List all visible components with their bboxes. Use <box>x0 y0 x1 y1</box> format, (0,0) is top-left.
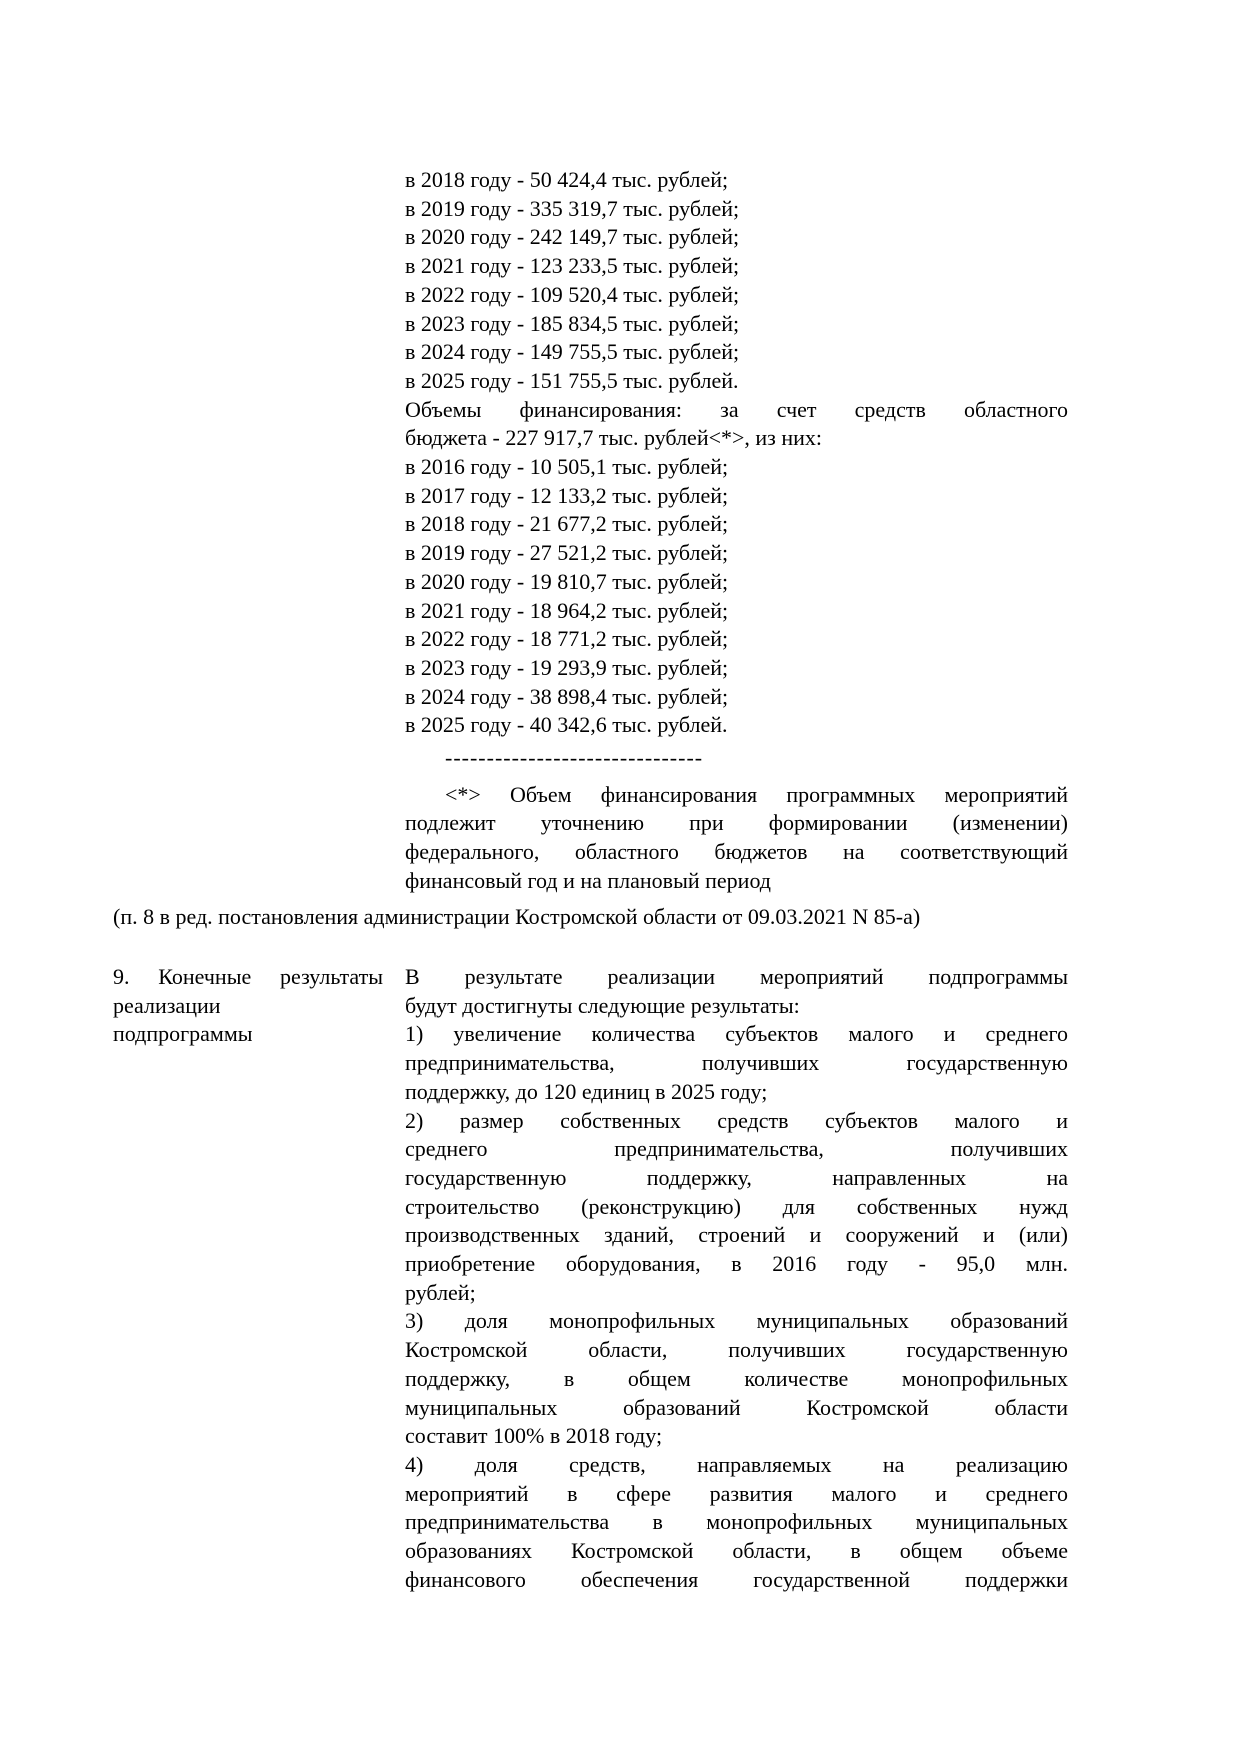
text-line: в 2019 году - 27 521,2 тыс. рублей; <box>405 540 729 566</box>
text-line: в 2025 году - 151 755,5 тыс. рублей. <box>405 367 739 393</box>
text-line: в 2024 году - 38 898,4 тыс. рублей; <box>405 683 729 709</box>
amendment-note: (п. 8 в ред. постановления администрации Костромской области от 09.03.2021 N 85-а) <box>113 904 921 929</box>
text-line: Костромской области, получивших государственную <box>405 1337 1068 1363</box>
text-line: строительство (реконструкцию) для собственных нужд <box>405 1193 1068 1219</box>
text-line: федерального, областного бюджетов на соответствующий <box>405 839 1068 865</box>
text-line: в 2023 году - 19 293,9 тыс. рублей; <box>405 654 729 680</box>
text-line: государственную поддержку, направленных на <box>405 1164 1068 1190</box>
text-line: 2) размер собственных средств субъектов малого и <box>405 1107 1068 1133</box>
section-9-row <box>113 963 1068 1594</box>
text-line: будут достигнуты следующие результаты: <box>405 992 800 1018</box>
section-9-label <box>113 963 383 1049</box>
text-line: в 2025 году - 40 342,6 тыс. рублей. <box>405 712 728 738</box>
text-line: 3) доля монопрофильных муниципальных образований <box>405 1308 1068 1334</box>
text-line: поддержку, в общем количестве монопрофильных <box>405 1365 1068 1391</box>
financing-summary-block <box>405 166 1068 740</box>
text-line: рублей; <box>405 1279 476 1305</box>
text-line: предпринимательства в монопрофильных муниципальных <box>405 1509 1068 1535</box>
text-line: в 2022 году - 18 771,2 тыс. рублей; <box>405 626 729 652</box>
text-line: в 2019 году - 335 319,7 тыс. рублей; <box>405 195 740 221</box>
text-line: 4) доля средств, направляемых на реализацию <box>405 1451 1068 1477</box>
text-line: 1) увеличение количества субъектов малого и среднего <box>405 1021 1068 1047</box>
text-line: Объемы финансирования: за счет средств областного <box>405 396 1068 422</box>
text-line: <*> Объем финансирования программных мероприятий <box>445 781 1068 807</box>
text-line: производственных зданий, строений и сооружений и (или) <box>405 1222 1068 1248</box>
text-line: реализации <box>113 992 221 1018</box>
text-line: поддержку, до 120 единиц в 2025 году; <box>405 1078 768 1104</box>
text-line: финансового обеспечения государственной поддержки <box>405 1566 1068 1592</box>
text-line: 9. Конечные результаты <box>113 964 383 989</box>
section-9-content <box>405 963 1068 1594</box>
text-line: в 2018 году - 21 677,2 тыс. рублей; <box>405 511 729 537</box>
text-line: бюджета - 227 917,7 тыс. рублей<*>, из них: <box>405 425 823 451</box>
text-line: предпринимательства, получивших государственную <box>405 1050 1068 1076</box>
text-line: в 2022 году - 109 520,4 тыс. рублей; <box>405 281 740 307</box>
text-line: подпрограммы <box>113 1021 253 1047</box>
text-line: в 2021 году - 123 233,5 тыс. рублей; <box>405 253 740 279</box>
text-line: в 2020 году - 19 810,7 тыс. рублей; <box>405 568 729 594</box>
text-line: в 2021 году - 18 964,2 тыс. рублей; <box>405 597 729 623</box>
text-line: образованиях Костромской области, в общем объеме <box>405 1538 1068 1564</box>
text-line: в 2020 году - 242 149,7 тыс. рублей; <box>405 224 740 250</box>
text-line: в 2023 году - 185 834,5 тыс. рублей; <box>405 310 740 336</box>
text-line: в 2016 году - 10 505,1 тыс. рублей; <box>405 454 729 480</box>
text-line: составит 100% в 2018 году; <box>405 1423 663 1449</box>
text-line: мероприятий в сфере развития малого и среднего <box>405 1480 1068 1506</box>
text-line: в 2017 году - 12 133,2 тыс. рублей; <box>405 482 729 508</box>
text-line: В результате реализации мероприятий подпрограммы <box>405 964 1068 989</box>
right-column-flow <box>405 166 1068 896</box>
text-line: подлежит уточнению при формировании (изменении) <box>405 810 1068 836</box>
footnote-separator: ------------------------------- <box>445 745 704 771</box>
text-line: финансовый год и на плановый период <box>405 867 771 893</box>
footnote-block <box>405 781 1068 896</box>
text-line: муниципальных образований Костромской области <box>405 1394 1068 1420</box>
text-line: в 2024 году - 149 755,5 тыс. рублей; <box>405 339 740 365</box>
text-line: среднего предпринимательства, получивших <box>405 1136 1068 1162</box>
text-line: приобретение оборудования, в 2016 году - 95,0 млн. <box>405 1251 1068 1277</box>
text-line: в 2018 году - 50 424,4 тыс. рублей; <box>405 167 729 192</box>
